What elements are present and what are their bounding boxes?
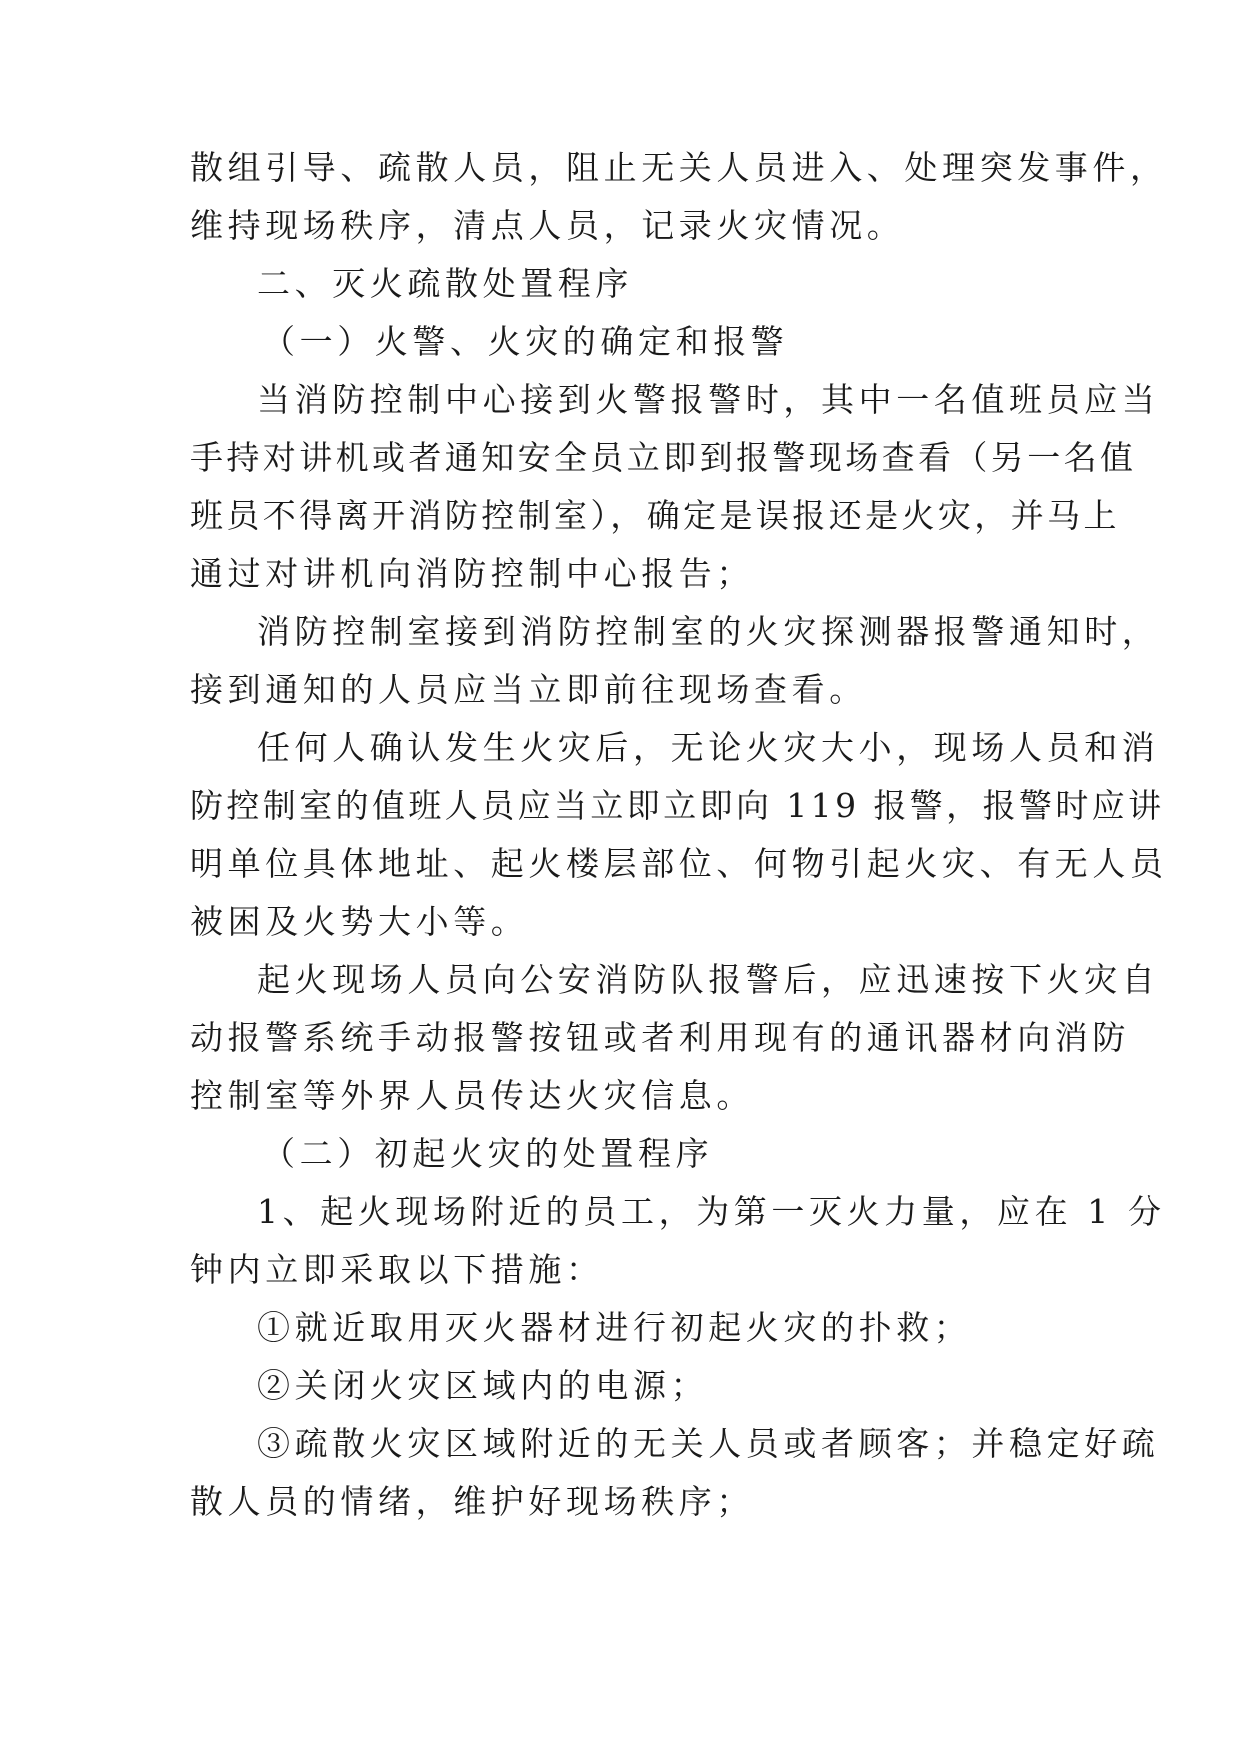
text-line: 消防控制室接到消防控制室的火灾探测器报警通知时， [257, 612, 1160, 651]
subsection-heading: （二）初起火灾的处置程序 [262, 1134, 714, 1173]
text-line: 当消防控制中心接到火警报警时，其中一名值班员应当 [257, 380, 1160, 419]
list-item: 1、起火现场附近的员工，为第一灭火力量，应在 1 分 [257, 1192, 1166, 1231]
list-item: ③疏散火灾区域附近的无关人员或者顾客；并稳定好疏 [257, 1424, 1160, 1463]
text-line: 散组引导、疏散人员，阻止无关人员进入、处理突发事件， [190, 148, 1168, 187]
section-heading: 二、灭火疏散处置程序 [257, 264, 633, 303]
subsection-heading: （一）火警、火灾的确定和报警 [262, 322, 789, 361]
text-line: 手持对讲机或者通知安全员立即到报警现场查看（另一名值 [190, 438, 1137, 477]
text-line: 控制室等外界人员传达火灾信息。 [190, 1076, 754, 1115]
text-line: 通过对讲机向消防控制中心报告； [190, 554, 754, 593]
text-line: 动报警系统手动报警按钮或者利用现有的通讯器材向消防 [190, 1018, 1130, 1057]
text-line: 班员不得离开消防控制室），确定是误报还是火灾，并马上 [190, 496, 1120, 535]
text-line: 防控制室的值班人员应当立即立即向 119 报警，报警时应讲 [190, 786, 1165, 825]
text-line: 起火现场人员向公安消防队报警后，应迅速按下火灾自 [257, 960, 1160, 999]
text-line: 散人员的情绪，维护好现场秩序； [190, 1482, 754, 1521]
text-line: 接到通知的人员应当立即前往现场查看。 [190, 670, 867, 709]
list-item: ②关闭火灾区域内的电源； [257, 1366, 709, 1405]
text-line: 钟内立即采取以下措施： [190, 1250, 604, 1289]
text-line: 维持现场秩序，清点人员，记录火灾情况。 [190, 206, 905, 245]
text-line: 任何人确认发生火灾后，无论火灾大小，现场人员和消 [257, 728, 1160, 767]
text-line: 被困及火势大小等。 [190, 902, 529, 941]
text-line: 明单位具体地址、起火楼层部位、何物引起火灾、有无人员 [190, 844, 1168, 883]
list-item: ①就近取用灭火器材进行初起火灾的扑救； [257, 1308, 972, 1347]
